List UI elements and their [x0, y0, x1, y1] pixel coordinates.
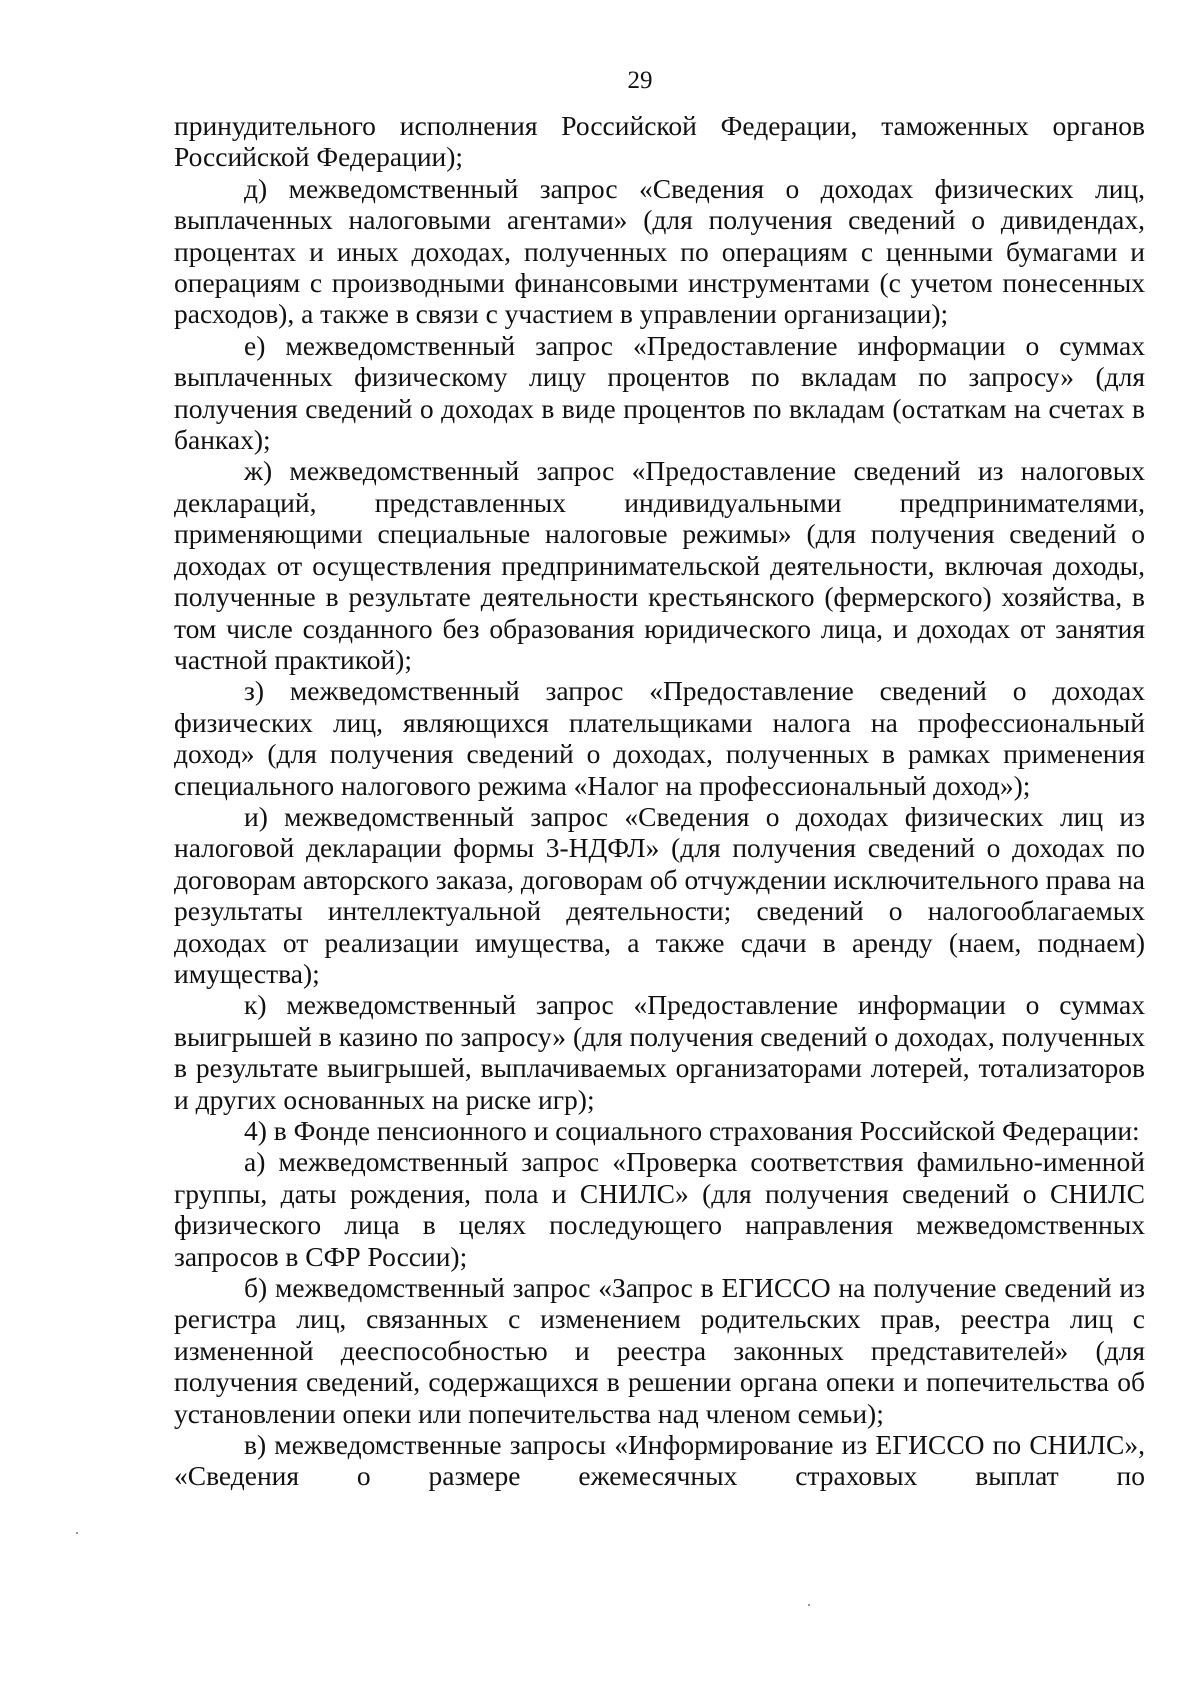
paragraph-item-e: е) межведомственный запрос «Предоставление информации о суммах выплаченных физическому лицу процентов по вкладам по запросу» (для получения сведений о доходах в виде процентов по вкладам (остаткам на счетах в банках); [174, 329, 1145, 456]
paragraph-item-z: з) межведомственный запрос «Предоставление сведений о доходах физических лиц, являющихся плательщиками налога на профессиональный доход» (для получения сведений о доходах, полученных в рамках применения специального налогового режима «Налог на профессиональный доход»); [174, 675, 1145, 801]
paragraph-item-a: а) межведомственный запрос «Проверка соответствия фамильно-именной группы, даты рождения, пола и СНИЛС» (для получения сведений о СНИЛС физического лица в целях последующего направления межведомственных запросов в СФР России); [174, 1146, 1145, 1272]
scan-speck [76, 1532, 78, 1534]
paragraph-item-b: б) межведомственный запрос «Запрос в ЕГИССО на получение сведений из регистра лиц, связанных с изменением родительских прав, реестра лиц с измененной дееспособностью и реестра законных представителей» (для получения сведений, содержащихся в решении органа опеки и попечительства об установлении опеки или попечительства над членом семьи); [174, 1272, 1145, 1429]
paragraph-continuation: принудительного исполнения Российской Федерации, таможенных органов Российской Федерации); [174, 110, 1145, 173]
paragraph-item-d: д) межведомственный запрос «Сведения о доходах физических лиц, выплаченных налоговыми агентами» (для получения сведений о дивидендах, процентах и иных доходах, полученных по операциям с ценными бумагами и операциям с производными финансовыми инструментами (с учетом понесенных расходов), а также в связи с участием в управлении организации); [174, 172, 1145, 330]
paragraph-item-v: в) межведомственные запросы «Информирование из ЕГИССО по СНИЛС», «Сведения о размере ежемесячных страховых выплат по [174, 1429, 1145, 1492]
scan-speck [808, 1604, 810, 1606]
document-body [174, 110, 1145, 1492]
page-number: 29 [627, 67, 653, 94]
paragraph-item-i: и) межведомственный запрос «Сведения о доходах физических лиц из налоговой декларации формы 3-НДФЛ» (для получения сведений о доходах по договорам авторского заказа, договорам об отчуждении исключительного права на результаты интеллектуальной деятельности; сведений о налогооблагаемых доходах от реализации имущества, а также сдачи в аренду (наем, поднаем) имущества); [174, 800, 1145, 989]
paragraph-item-4: 4) в Фонде пенсионного и социального страхования Российской Федерации: [244, 1115, 1140, 1146]
paragraph-item-zh: ж) межведомственный запрос «Предоставление сведений из налоговых деклараций, представленных индивидуальными предпринимателями, применяющими специальные налоговые режимы» (для получения сведений о доходах от осуществления предпринимательской деятельности, включая доходы, полученные в результате деятельности крестьянского (фермерского) хозяйства, в том числе созданного без образования юридического лица, и доходах от занятия частной практикой); [174, 455, 1145, 675]
paragraph-item-k: к) межведомственный запрос «Предоставление информации о суммах выигрышей в казино по запросу» (для получения сведений о доходах, полученных в результате выигрышей, выплачиваемых организаторами лотерей, тотализаторов и других основанных на риске игр); [174, 989, 1145, 1115]
